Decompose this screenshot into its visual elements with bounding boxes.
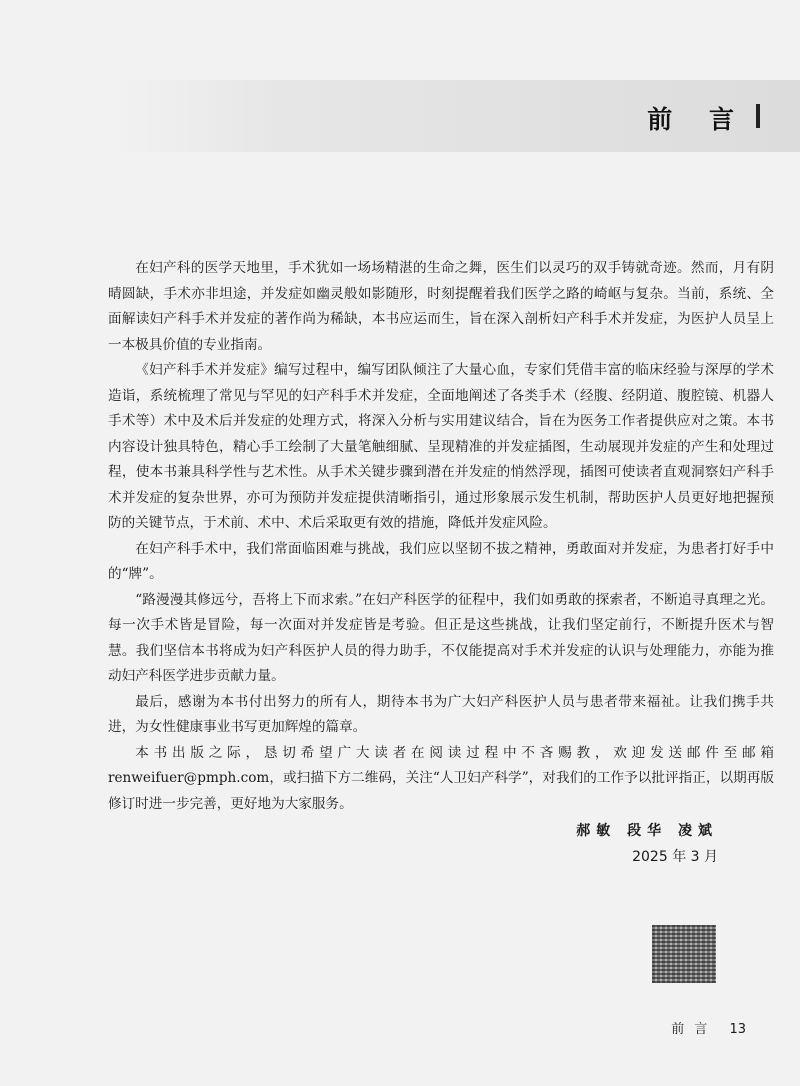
paragraph-1: 在妇产科的医学天地里，手术犹如一场场精湛的生命之舞，医生们以灵巧的双手铸就奇迹。然而，月有阴晴圆缺，手术亦非坦途，并发症如幽灵般如影随形，时刻提醒着我们医学之路的崎岖与复杂。当前，系统、全面解读妇产科手术并发症的著作尚为稀缺，本书应运而生，旨在深入剖析妇产科手术并发症，为医护人员呈上一本极具价值的专业指南。	[108, 260, 774, 353]
preface-body	[108, 256, 774, 817]
paragraph-6: 本书出版之际，恳切希望广大读者在阅读过程中不吝赐教，欢迎发送邮件至邮箱 renweifuer@pmph.com，或扫描下方二维码，关注“人卫妇产科学”，对我们的工作予以批评指正，以期再版修订时进一步完善，更好地为大家服务。	[108, 744, 774, 812]
footer-label: 前言	[671, 1022, 718, 1037]
header-accent-bar	[756, 104, 760, 128]
page-footer	[671, 1018, 746, 1037]
qr-code-image	[652, 925, 716, 983]
page-number: 13	[729, 1022, 746, 1037]
author-names: 郝敏 段华 凌斌	[576, 823, 718, 839]
paragraph-3: 在妇产科手术中，我们常面临困难与挑战，我们应以坚韧不拔之精神，勇敢面对并发症，为患者打好手中的“牌”。	[108, 540, 774, 582]
paragraph-5: 最后，感谢为本书付出努力的所有人，期待本书为广大妇产科医护人员与患者带来福祉。让我们携手共进，为女性健康事业书写更加辉煌的篇章。	[108, 693, 774, 735]
signature-block	[576, 820, 718, 866]
paragraph-4: “路漫漫其修远兮，吾将上下而求索。”在妇产科医学的征程中，我们如勇敢的探索者，不断追寻真理之光。每一次手术皆是冒险，每一次面对并发症皆是考验。但正是这些挑战，让我们坚定前行，不断提升医术与智慧。我们坚信本书将成为妇产科医护人员的得力助手，不仅能提高对手术并发症的认识与处理能力，亦能为推动妇产科医学进步贡献力量。	[108, 591, 774, 684]
page-title: 前 言	[647, 105, 748, 134]
paragraph-2: 《妇产科手术并发症》编写过程中，编写团队倾注了大量心血，专家们凭借丰富的临床经验与深厚的学术造诣，系统梳理了常见与罕见的妇产科手术并发症，全面地阐述了各类手术（经腹、经阴道、腹腔镜、机器人手术等）术中及术后并发症的处理方式，将深入分析与实用建议结合，旨在为医务工作者提供应对之策。本书内容设计独具特色，精心手工绘制了大量笔触细腻、呈现精准的并发症插图，生动展现并发症的产生和处理过程，使本书兼具科学性与艺术性。从手术关键步骤到潜在并发症的悄然浮现，插图可使读者直观洞察妇产科手术并发症的复杂世界，亦可为预防并发症提供清晰指引，通过形象展示发生机制，帮助医护人员更好地把握预防的关键节点，于术前、术中、术后采取更有效的措施，降低并发症风险。	[108, 362, 774, 531]
signature-date: 2025 年 3 月	[632, 849, 718, 865]
